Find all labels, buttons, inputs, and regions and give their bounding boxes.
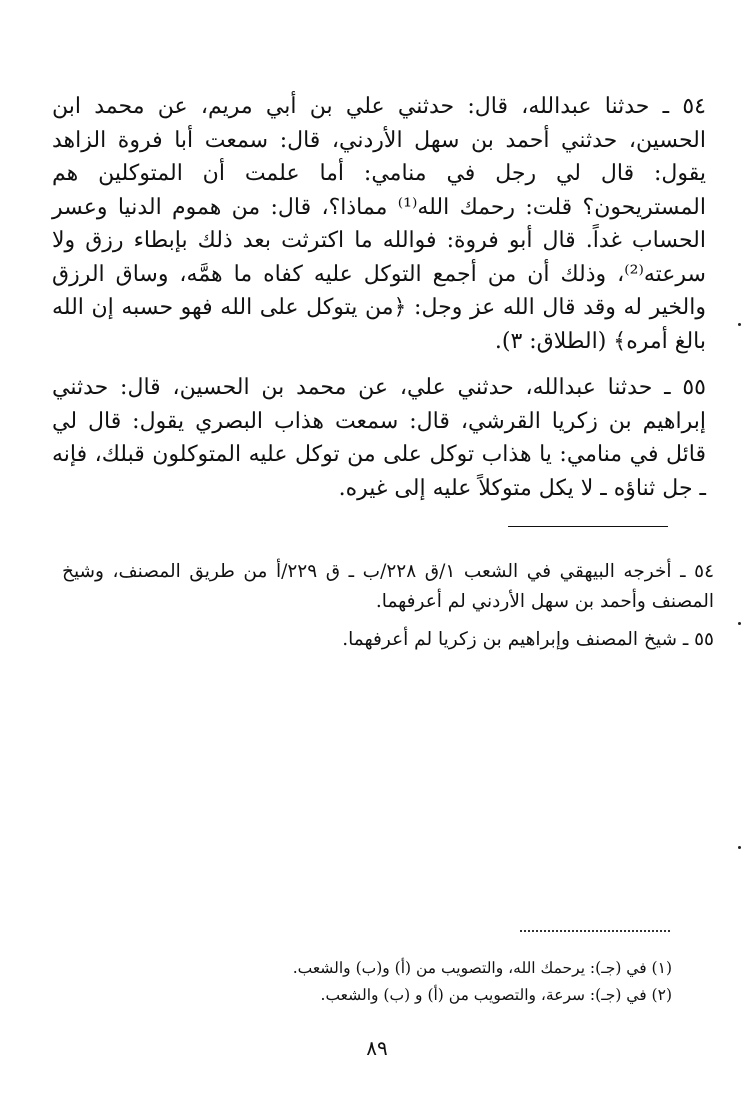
hadith-paragraph-54: ٥٤ ـ حدثنا عبدالله، قال: حدثني علي بن أبي مريم، عن محمد ابن الحسين، حدثني أحمد بن سهل الأردني، قال: سمعت أبا فروة الزاهد يقول: قال لي رجل في منامي: أما علمت أن المتوكلين هم المستريحون؟ قلت: رحمك الله⁽¹⁾ مماذا؟، قال: من هموم الدنيا وعسر الحساب غداً. قال أبو فروة: فوالله ما اكترثت بعد ذلك بإبطاء رزق ولا سرعته⁽²⁾، وذلك أن من أجمع التوكل عليه كفاه ما همَّه، وساق الرزق والخير له وقد قال الله عز وجل: ﴿من يتوكل على الله فهو حسبه إن الله بالغ أمره﴾ (الطلاق: ٣).: [52, 94, 706, 354]
footnote-2: (٢) في (جـ): سرعة، والتصويب من (أ) و (ب) والشعب.: [320, 986, 672, 1004]
scan-speck: [738, 846, 741, 849]
hadith-paragraph-55: ٥٥ ـ حدثنا عبدالله، حدثني علي، عن محمد بن الحسين، قال: حدثني إبراهيم بن زكريا القرشي، قال: سمعت هذاب البصري يقول: قال لي قائل في منامي: يا هذاب توكل على من توكل عليه المتوكلون قبلك، فإنه ـ جل ثناؤه ـ لا يكل متوكلاً عليه إلى غيره.: [52, 375, 706, 501]
source-note-55: ٥٥ ـ شيخ المصنف وإبراهيم بن زكريا لم أعرفهما.: [342, 629, 714, 650]
scan-speck: [738, 622, 741, 625]
section-divider: [508, 526, 668, 527]
source-note-54: ٥٤ ـ أخرجه البيهقي في الشعب ١/ق ٢٢٨/ب ـ ق ٢٢٩/أ من طريق المصنف، وشيخ المصنف وأحمد بن سهل الأردني لم أعرفهما.: [62, 561, 715, 612]
footnote-separator: [520, 930, 670, 932]
scan-speck: [738, 323, 741, 326]
footnote-1: (١) في (جـ): يرحمك الله، والتصويب من (أ) و(ب) والشعب.: [292, 959, 672, 977]
page-number: ٨٩: [366, 1036, 388, 1060]
